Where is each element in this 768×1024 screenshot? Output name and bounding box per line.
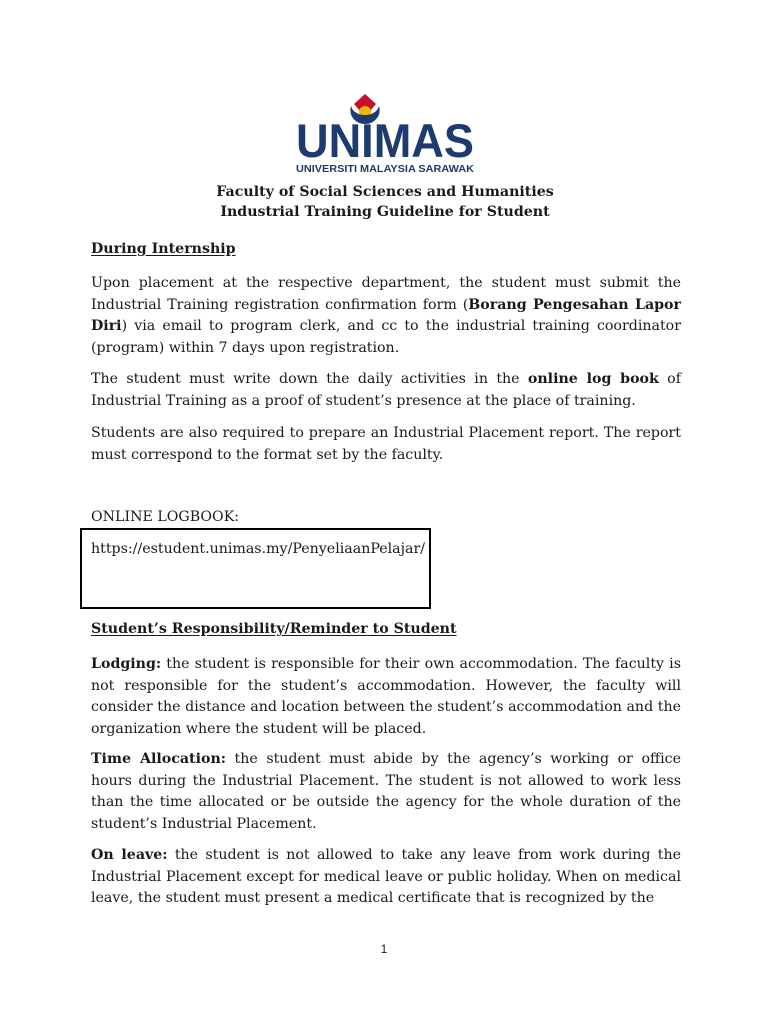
faculty-title: Faculty of Social Sciences and Humanities — [216, 184, 554, 200]
time-allocation-label: Time Allocation: — [91, 751, 226, 767]
paragraph-time-allocation — [91, 749, 681, 835]
paragraph-text: the student is not allowed to take any leave from work during the Industrial Placement except for medical leave or public holiday. When on medical leave, the student must present a medical certificate that is recognized by the — [91, 847, 681, 906]
paragraph-logbook — [91, 369, 681, 412]
paragraph-lodging — [91, 654, 681, 740]
paragraph-text: ) via email to program clerk, and cc to the industrial training coordinator (program) within 7 days upon registration. — [91, 318, 681, 356]
logo-wordmark: UNIMAS — [296, 114, 474, 167]
paragraph-text: the student must abide by the agency’s working or office hours during the Industrial Placement. The student is not allowed to work less than the time allocated or be outside the agency for the whole duration of the student’s Industrial Placement. — [91, 751, 681, 832]
logo-subtitle: UNIVERSITI MALAYSIA SARAWAK — [296, 164, 475, 175]
section-heading-responsibility: Student’s Responsibility/Reminder to Student — [91, 621, 457, 637]
unimas-logo — [290, 88, 480, 178]
online-log-book-bold: online log book — [527, 371, 659, 387]
lodging-label: Lodging: — [91, 656, 162, 672]
online-logbook-label: ONLINE LOGBOOK: — [91, 509, 240, 525]
unimas-logo-graphic — [290, 88, 480, 178]
section-heading-during-internship: During Internship — [91, 241, 236, 257]
form-name-bold: Borang Pengesahan Lapor Diri — [91, 296, 681, 334]
on-leave-label: On leave: — [91, 847, 168, 863]
guideline-title: Industrial Training Guideline for Student — [220, 204, 550, 220]
paragraph-text: of Industrial Training as a proof of student’s presence at the place of training. — [91, 371, 681, 409]
paragraph-on-leave — [91, 845, 681, 910]
paragraph-text: Upon placement at the respective department, the student must submit the Industrial Training registration confirmation form ( — [91, 275, 681, 313]
page-number: 1 — [380, 942, 388, 956]
paragraph-text: The student must write down the daily activities in the — [91, 371, 528, 387]
paragraph-registration — [91, 273, 681, 359]
paragraph-report: Students are also required to prepare an Industrial Placement report. The report must correspond to the format set by the faculty. — [91, 425, 681, 463]
logbook-url[interactable]: https://estudent.unimas.my/PenyeliaanPelajar/ — [91, 541, 426, 557]
paragraph-text: the student is responsible for their own accommodation. The faculty is not responsible for the student’s accommodation. However, the faculty will consider the distance and location between the student’s accommodation and the organization where the student will be placed. — [91, 656, 681, 737]
